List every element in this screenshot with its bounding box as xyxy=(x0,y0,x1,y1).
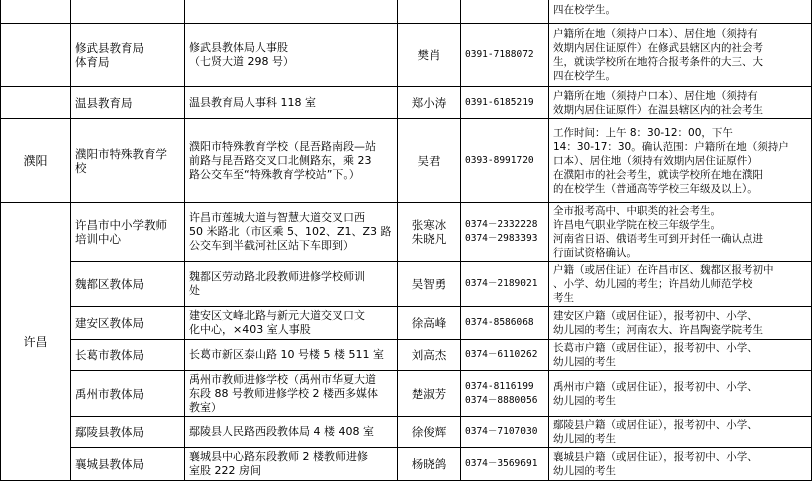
address-line: 化中心，×403 室人事股 xyxy=(189,323,311,336)
contact-person-cell xyxy=(398,417,461,448)
contact-person-line: 郑小涛 xyxy=(411,95,447,110)
phone-number-line: 0374－6110262 xyxy=(465,349,538,360)
address-line: 修武县教体局人事股 xyxy=(189,41,288,54)
address-cell xyxy=(185,417,398,448)
region-cell xyxy=(1,203,71,481)
address-line: 濮阳市特殊教育学校（昆吾路南段—站 xyxy=(189,139,376,153)
eligibility-note-line: 长葛市户籍（或居住证），报考初中、小学、 xyxy=(553,342,758,354)
address-line: 前路与昆吾路交叉口北侧路东，乘 23 xyxy=(189,153,372,167)
eligibility-note-cell xyxy=(549,119,812,203)
address-cell xyxy=(185,0,398,24)
phone-number-line: 0393-8991720 xyxy=(465,154,534,166)
eligibility-note-line: 14：30-17：30。确认范围：户籍所在地（须持户 xyxy=(553,140,789,153)
address-line: 教室） xyxy=(189,400,222,414)
table-row xyxy=(1,119,812,203)
address-cell xyxy=(185,307,398,340)
table-row xyxy=(1,417,812,448)
table-row xyxy=(1,262,812,307)
phone-number-line: 0374－2332228 xyxy=(465,219,538,230)
phone-number-line: 0374－2983393 xyxy=(465,233,538,244)
eligibility-note-line: 工作时间：上午 8：30-12：00，下午 xyxy=(553,126,733,139)
address-cell xyxy=(185,87,398,119)
eligibility-note-line: 幼儿园的考生 xyxy=(553,465,616,477)
eligibility-note-line: 禹州市户籍（或居住证），报考初中、小学、 xyxy=(553,380,758,393)
phone-number-cell xyxy=(461,417,549,448)
eligibility-note-line: 襄城县户籍（或居住证），报考初中、小学、 xyxy=(553,451,758,463)
agency-name-cell xyxy=(71,119,185,203)
table-row xyxy=(1,87,812,119)
contact-person-line: 吴智勇 xyxy=(411,277,447,291)
agency-name-line: 校 xyxy=(75,160,87,175)
address-cell xyxy=(185,119,398,203)
agency-name-line: 许昌市中小学教师 xyxy=(75,218,167,232)
phone-number-cell xyxy=(461,0,549,24)
region-cell xyxy=(1,87,71,119)
address-line: 公交车到半截河社区站下车即到） xyxy=(189,239,354,252)
eligibility-note-line: 户籍所在地（须持户口本）、居住地（须持有 xyxy=(553,89,758,102)
phone-number-line: 0374-8586068 xyxy=(465,317,534,328)
address-line: 长葛市新区泰山路 10 号楼 5 楼 511 室 xyxy=(189,348,384,361)
contact-person-line: 徐高峰 xyxy=(411,316,447,330)
phone-number-cell xyxy=(461,24,549,87)
eligibility-note-line: 口本）、居住地（须持有效期内居住证原件） xyxy=(553,154,758,167)
agency-name-line: 建安区教体局 xyxy=(75,316,144,330)
phone-number-cell xyxy=(461,87,549,119)
agency-name-line: 魏都区教体局 xyxy=(75,277,144,291)
eligibility-note-cell xyxy=(549,307,812,340)
address-cell xyxy=(185,203,398,262)
address-cell xyxy=(185,340,398,371)
agency-name-cell xyxy=(71,262,185,307)
contact-person-cell xyxy=(398,307,461,340)
eligibility-note-line: 行面试资格确认。 xyxy=(553,247,637,259)
contact-person-cell xyxy=(398,448,461,481)
eligibility-note-line: 幼儿园的考生 xyxy=(553,433,616,445)
table-row xyxy=(1,371,812,417)
phone-number-cell xyxy=(461,262,549,307)
eligibility-note-line: 四在校学生。 xyxy=(553,4,616,16)
address-line: 东段 88 号教师进修学校 2 楼西多媒体 xyxy=(189,386,378,400)
agency-name-cell xyxy=(71,87,185,119)
phone-number-line: 0374－2189021 xyxy=(465,278,538,289)
eligibility-note-cell xyxy=(549,87,812,119)
agency-name-cell xyxy=(71,203,185,262)
phone-number-cell xyxy=(461,340,549,371)
table-row xyxy=(1,0,812,24)
address-line: （七贤大道 298 号） xyxy=(189,55,294,68)
eligibility-note-line: 生，就读学校所在地符合报考条件的大三、大 xyxy=(553,56,763,68)
agency-name-cell xyxy=(71,24,185,87)
eligibility-note-cell xyxy=(549,448,812,481)
contact-person-cell xyxy=(398,0,461,24)
eligibility-note-cell xyxy=(549,24,812,87)
phone-number-line: 0391-7188072 xyxy=(465,49,534,60)
contact-person-cell xyxy=(398,340,461,371)
eligibility-note-line: 、小学、幼儿园的考生；许昌幼儿师范学校 xyxy=(553,278,753,290)
address-cell xyxy=(185,24,398,87)
address-line: 室股 222 房间 xyxy=(189,464,261,477)
contact-person-cell xyxy=(398,203,461,262)
eligibility-note-line: 鄢陵县户籍（或居住证），报考初中、小学、 xyxy=(553,419,758,431)
eligibility-note-cell xyxy=(549,0,812,24)
address-line: 魏都区劳动路北段教师进修学校师训 xyxy=(189,270,365,283)
contact-person-line: 杨晓鸽 xyxy=(411,457,447,471)
agency-name-line: 禹州市教体局 xyxy=(75,386,144,401)
eligibility-note-line: 在濮阳市的社会考生，就读学校所在地在濮阳 xyxy=(553,168,763,181)
address-cell xyxy=(185,262,398,307)
region-cell xyxy=(1,119,71,203)
eligibility-note-cell xyxy=(549,371,812,417)
agency-name-line: 长葛市教体局 xyxy=(75,348,144,362)
eligibility-note-line: 四在校学生。 xyxy=(553,70,616,82)
contact-person-line: 樊肖 xyxy=(417,48,441,62)
region-cell xyxy=(1,24,71,87)
region-name: 濮阳 xyxy=(23,153,48,168)
phone-number-line: 0374－8880056 xyxy=(465,394,538,406)
agency-name-line: 体育局 xyxy=(75,55,110,69)
eligibility-note-line: 户籍（或居住证）在许昌市区、魏都区报考初中 xyxy=(553,264,774,276)
contact-person-line: 楚淑芳 xyxy=(411,386,447,401)
phone-number-line: 0391-6185219 xyxy=(465,96,534,108)
contact-person-line: 吴君 xyxy=(417,153,441,168)
agency-name-cell xyxy=(71,340,185,371)
address-line: 襄城县中心路东段教师 2 楼教师进修 xyxy=(189,450,368,463)
agency-name-cell xyxy=(71,307,185,340)
phone-number-cell xyxy=(461,448,549,481)
address-line: 温县教育局人事科 118 室 xyxy=(189,95,316,109)
agency-name-cell xyxy=(71,417,185,448)
region-cell xyxy=(1,0,71,24)
phone-number-cell xyxy=(461,119,549,203)
address-line: 处 xyxy=(189,284,200,297)
table-row xyxy=(1,448,812,481)
eligibility-note-line: 全市报考高中、中职类的社会考生。 xyxy=(553,205,721,217)
phone-number-line: 0374-8116199 xyxy=(465,380,534,392)
eligibility-note-line: 户籍所在地（须持户口本）、居住地（须持有 xyxy=(553,28,758,40)
table-row xyxy=(1,203,812,262)
agency-name-line: 鄢陵县教体局 xyxy=(75,425,144,439)
contact-person-cell xyxy=(398,24,461,87)
address-line: 建安区文峰北路与新元大道交叉口文 xyxy=(189,309,365,322)
eligibility-note-cell xyxy=(549,203,812,262)
eligibility-note-line: 许昌电气职业学院在校三年级学生。 xyxy=(553,219,721,231)
contact-person-cell xyxy=(398,119,461,203)
address-cell xyxy=(185,448,398,481)
table-row xyxy=(1,340,812,371)
agency-name-cell xyxy=(71,0,185,24)
eligibility-note-line: 考生 xyxy=(553,292,574,304)
address-cell xyxy=(185,371,398,417)
contact-person-line: 刘高杰 xyxy=(411,348,447,362)
eligibility-note-line: 效期内居住证原件）在修武县辖区内的社会考 xyxy=(553,42,763,54)
phone-number-line: 0374－7107030 xyxy=(465,426,538,437)
phone-number-cell xyxy=(461,371,549,417)
phone-number-cell xyxy=(461,307,549,340)
eligibility-note-line: 建安区户籍（或居住证），报考初中、小学、 xyxy=(553,310,758,322)
agency-name-cell xyxy=(71,371,185,417)
address-line: 鄢陵县人民路西段教体局 4 楼 408 室 xyxy=(189,425,374,438)
eligibility-note-line: 的在校学生（普通高等学校三年级及以上）。 xyxy=(553,182,758,195)
address-line: 50 米路北（市区乘 5、102、Z1、Z3 路 xyxy=(189,225,392,238)
phone-number-line: 0374－3569691 xyxy=(465,458,538,469)
agency-name-line: 修武县教育局 xyxy=(75,41,144,55)
eligibility-note-cell xyxy=(549,262,812,307)
agency-name-line: 濮阳市特殊教育学 xyxy=(75,146,167,161)
eligibility-note-line: 效期内居住证原件）在温县辖区内的社会考生 xyxy=(553,103,763,116)
phone-number-cell xyxy=(461,203,549,262)
agency-name-line: 襄城县教体局 xyxy=(75,457,144,471)
contact-person-line: 朱晓凡 xyxy=(411,232,447,246)
eligibility-note-line: 幼儿园的考生；河南农大、许昌陶瓷学院考生 xyxy=(553,324,763,336)
contact-person-line: 张寒冰 xyxy=(411,218,447,232)
contact-person-line: 徐俊辉 xyxy=(411,425,447,439)
eligibility-note-line: 幼儿园的考生 xyxy=(553,356,616,368)
eligibility-note-cell xyxy=(549,417,812,448)
agency-name-line: 温县教育局 xyxy=(75,95,133,110)
agency-name-line: 培训中心 xyxy=(75,232,121,246)
eligibility-note-line: 河南省日语、俄语考生可到开封任一确认点进 xyxy=(553,233,763,245)
table-row xyxy=(1,307,812,340)
region-name: 许昌 xyxy=(23,334,48,349)
address-line: 禹州市教师进修学校（禹州市华夏大道 xyxy=(189,372,376,386)
address-line: 路公交车至“特殊教育学校站”下。） xyxy=(189,167,360,181)
eligibility-note-line: 幼儿园的考生 xyxy=(553,394,616,407)
table-row xyxy=(1,24,812,87)
contact-person-cell xyxy=(398,262,461,307)
contact-person-cell xyxy=(398,371,461,417)
eligibility-note-cell xyxy=(549,340,812,371)
agency-name-cell xyxy=(71,448,185,481)
contact-person-cell xyxy=(398,87,461,119)
address-line: 许昌市莲城大道与智慧大道交叉口西 xyxy=(189,211,365,224)
